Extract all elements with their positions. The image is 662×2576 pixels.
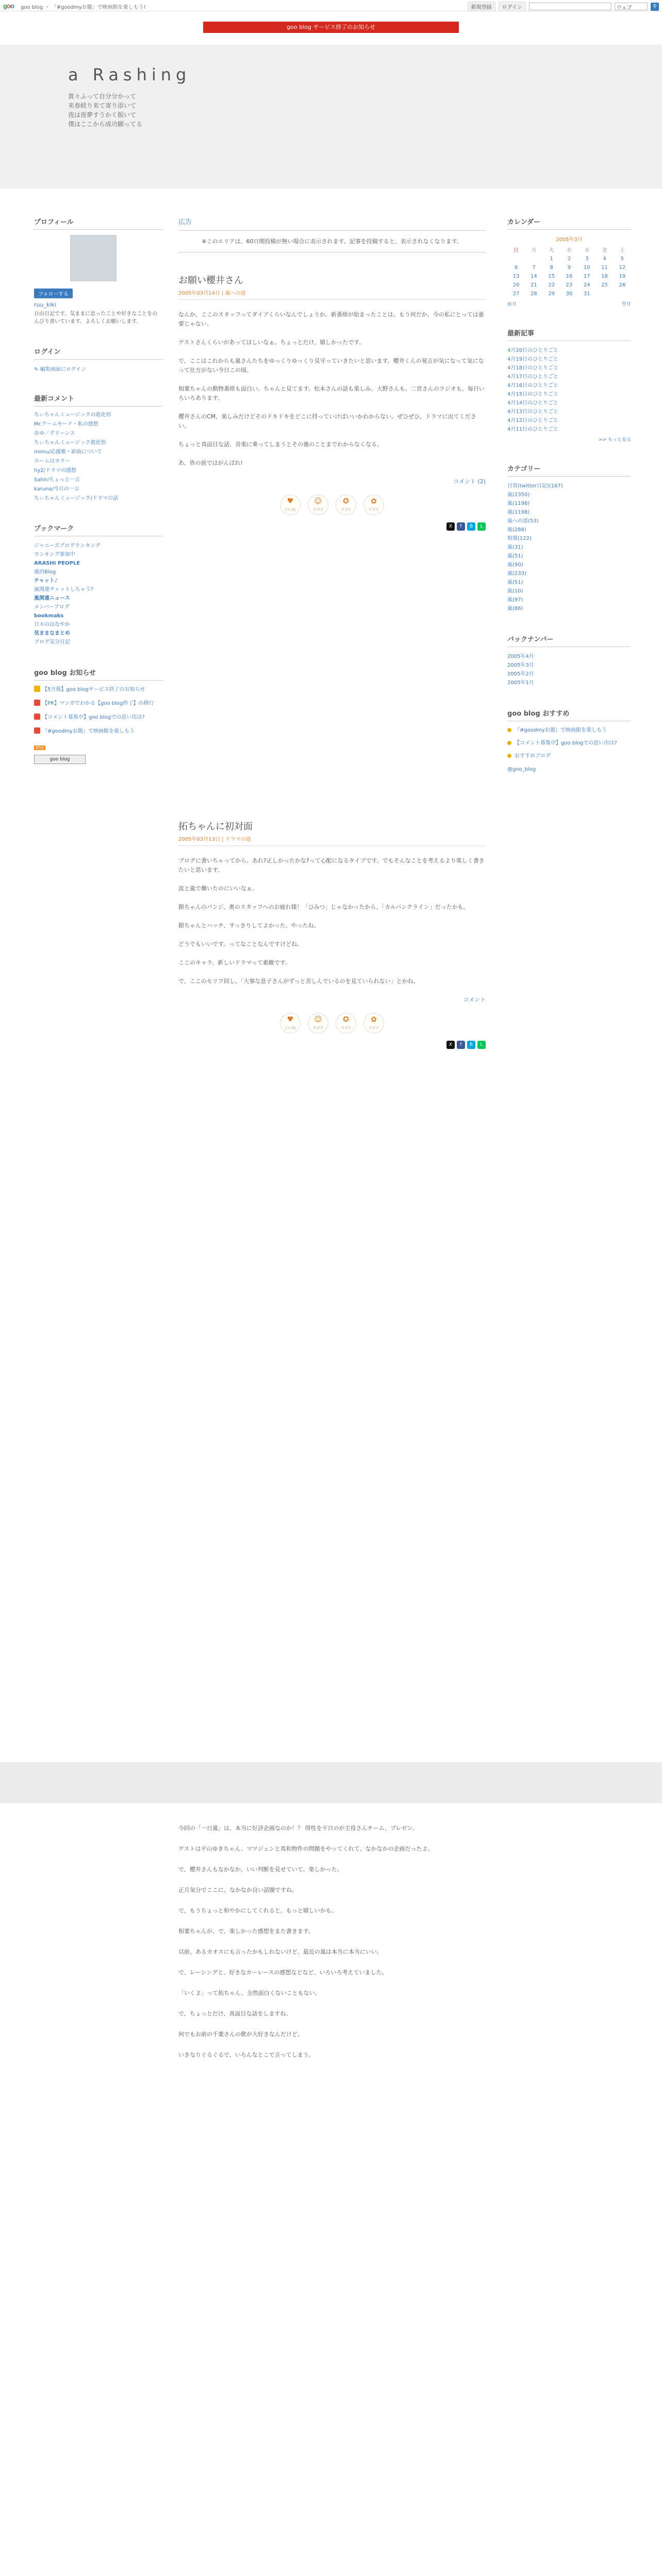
list-item[interactable]: hy2/ドラマの感想: [34, 468, 76, 473]
goo-notice-item[interactable]: 【PR】マンガでわかる【goo blog終了】の移行: [34, 700, 163, 707]
blog-title[interactable]: a Rashing: [68, 65, 191, 84]
goo-notice-block: [34, 667, 163, 764]
calendar-day[interactable]: 9: [567, 265, 571, 270]
calendar-day[interactable]: 26: [619, 282, 626, 288]
list-item[interactable]: 4月18日のひとりごと: [507, 365, 559, 371]
avatar[interactable]: [70, 235, 117, 281]
profile-name[interactable]: ruu_kiki: [34, 301, 56, 308]
ad-heading: 広告: [178, 218, 192, 226]
post-paragraph: あ、皆の前ではがんばれ!: [178, 460, 243, 466]
bookmarks-heading: ブックマーク: [34, 523, 163, 536]
post-paragraph: 相葉ちゃんの動物番組も面白い。ちゃんと見てます。松本さんの話も楽しみ。大野さんも。二宮さんのラジオも。毎日いろいろあります。: [178, 385, 485, 401]
comment-icon: [34, 714, 40, 720]
list-item[interactable]: Sahir/ちょっと一言: [34, 477, 80, 483]
list-item[interactable]: 4月15日のひとりごと: [507, 392, 559, 397]
goo-reco-list: [507, 726, 631, 760]
recent-comments-heading: 最新コメント: [34, 393, 163, 406]
login-heading: ログイン: [34, 346, 163, 360]
calendar-table: [507, 245, 631, 298]
list-item[interactable]: ちぃちゃんミュージック進化形: [34, 440, 106, 446]
bookmark-item[interactable]: 気ままなまとめ: [34, 631, 70, 636]
weekday-label: 日: [514, 248, 519, 253]
calendar-day[interactable]: 13: [512, 274, 520, 279]
recent-comments-list: [34, 412, 163, 502]
more-posts-link[interactable]: >> もっと見る: [599, 437, 631, 443]
list-item[interactable]: 4月12日のひとりごと: [507, 418, 559, 423]
post-paragraph: いきなりぐるぐるで、いろんなとこで言ってしまう。: [178, 2052, 315, 2058]
search-scope-select[interactable]: ウェブ: [615, 3, 648, 10]
post-article: [178, 273, 486, 531]
calendar-day[interactable]: 7: [532, 265, 536, 270]
categories-list: [507, 482, 631, 613]
comment-link[interactable]: コメント (2): [453, 478, 486, 485]
list-item[interactable]: 4月11日のひとりごと: [507, 427, 559, 432]
goo-notice-list: [34, 686, 163, 735]
pr-icon: [34, 700, 40, 706]
weekday-label: 月: [531, 248, 537, 253]
hatena-share-icon[interactable]: B: [467, 522, 475, 531]
post-paragraph: ゲストさんくらいがあってほしいなぁ。ちょっとだけ、嬉しかったです。: [178, 339, 365, 346]
facebook-share-icon[interactable]: f: [457, 1041, 465, 1049]
calendar-day[interactable]: 31: [583, 291, 590, 297]
bullet-icon: [507, 728, 511, 732]
backnumber-item[interactable]: 2005年4月: [507, 654, 534, 659]
reaction-button[interactable]: ✿ スゴイ: [363, 1013, 384, 1033]
post-paragraph: なんか、ここのスタッフってダイブくらいなんでしょうか。新番組が始まったことは、もう何だか、今の私にとっては重要じゃない。: [178, 311, 484, 327]
description-line: 来春続り来て寄り添いて: [68, 102, 137, 109]
list-item[interactable]: 4月14日のひとりごと: [507, 400, 559, 406]
calendar-day[interactable]: 14: [531, 274, 537, 279]
calendar-day[interactable]: 8: [550, 265, 553, 270]
category-item[interactable]: 嵐(1198): [507, 501, 530, 506]
weekday-label: 水: [566, 248, 572, 253]
calendar-day[interactable]: 29: [548, 291, 555, 297]
recent-comments-block: [34, 393, 163, 502]
category-item[interactable]: 嵐(10): [507, 588, 523, 594]
weekday-label: 金: [602, 248, 607, 253]
post-paragraph: 以前、あるカオスにも言ったかもしれないけど、最近の嵐は本当に本当にいい。: [178, 1948, 383, 1955]
list-item[interactable]: mimu/応援歌・新曲について: [34, 449, 102, 455]
post-body: [178, 856, 486, 986]
comment-link[interactable]: コメント: [463, 996, 486, 1003]
category-item[interactable]: 嵐(1198): [507, 510, 530, 515]
right-sidebar: [507, 216, 631, 794]
backnumber-item[interactable]: 2005年3月: [507, 663, 534, 668]
list-item[interactable]: Mr.ゲームモード・私の感想: [34, 421, 98, 427]
goo-blog-badge[interactable]: goo blog: [34, 755, 86, 764]
backnumber-block: [507, 634, 631, 687]
bookmark-item[interactable]: ARASHI PEOPLE: [34, 561, 80, 566]
goo-bar-right: [468, 2, 659, 11]
bookmark-item[interactable]: チャット♪: [34, 578, 58, 584]
reaction-button[interactable]: ✪ スゴイ: [336, 495, 356, 515]
blog-description: [68, 92, 142, 129]
bookmark-item[interactable]: ランキング参加中: [34, 552, 75, 557]
calendar-prev-link[interactable]: 前月: [507, 302, 517, 307]
post-body: [178, 1824, 486, 2060]
bookmark-item[interactable]: ジャニーズプログランキング: [34, 543, 101, 549]
bookmarks-block: [34, 523, 163, 647]
recent-posts-heading: 最新記事: [507, 328, 631, 341]
profile-heading: プロフィール: [34, 216, 163, 230]
calendar-day: [525, 255, 542, 263]
post-paragraph: ブログに書いちゃってから、あれ?正しかったかな?って心配になるタイプです。でもそんなことを考えるより楽しく書きたいと思います。: [178, 857, 485, 873]
list-item[interactable]: 4月17日のひとりごと: [507, 374, 559, 380]
post-paragraph: 何でもお前の千葉さんの歌が大好きなんだけど。: [178, 2031, 303, 2038]
list-item[interactable]: 4月19日のひとりごと: [507, 357, 559, 362]
calendar-day[interactable]: 6: [514, 265, 518, 270]
calendar-day[interactable]: 5: [620, 256, 624, 262]
line-share-icon[interactable]: L: [477, 522, 486, 531]
category-item[interactable]: 嵐(51): [507, 580, 523, 585]
goo-bar-links[interactable]: goo blog ・ 「#goodmyお題」で映画館を楽しもう!: [21, 5, 146, 10]
star-icon: [34, 686, 40, 692]
calendar-day: [614, 290, 631, 298]
calendar-day[interactable]: 15: [548, 274, 555, 279]
post-title[interactable]: お願い櫻井さん: [178, 275, 243, 286]
login-button[interactable]: ログイン: [499, 2, 526, 11]
weekday-label: 木: [584, 248, 590, 253]
categories-block: [507, 463, 631, 613]
calendar-nav: [507, 300, 631, 307]
calendar-day[interactable]: 18: [601, 274, 608, 279]
reaction-button[interactable]: ✪ スゴイ: [336, 1013, 356, 1033]
goo-reco-item[interactable]: 【コメント募集中】goo blogでの思い出は?: [507, 739, 631, 747]
list-item[interactable]: 4月16日のひとりごと: [507, 383, 559, 388]
reaction-buttons: [178, 1013, 486, 1033]
recent-posts-list: [507, 346, 631, 434]
category-item[interactable]: 嵐(51): [507, 553, 523, 559]
share-buttons: [178, 1041, 486, 1049]
calendar-block: [507, 216, 631, 307]
category-item[interactable]: 嵐(233): [507, 571, 526, 577]
reaction-button[interactable]: ☺ スゴイ: [308, 495, 328, 515]
post-paragraph: ここのキャラ、新しいドラマって素敵です。: [178, 959, 291, 966]
post-meta[interactable]: 2005年03月13日 | ドラマの道: [178, 835, 486, 846]
post-paragraph: 今回の「一日嵐」は、本当に好評企画なのか！？ 得性を平日のが主役さんチーム、プレゼン。: [178, 1825, 418, 1832]
goo-notice-heading: goo blog お知らせ: [34, 667, 163, 681]
categories-heading: カテゴリー: [507, 463, 631, 477]
x-share-icon[interactable]: X: [446, 522, 455, 531]
post-title[interactable]: 拓ちゃんに初対面: [178, 821, 253, 832]
calendar-day[interactable]: 28: [531, 291, 537, 297]
description-line: 夜は夜夢すうかく振いて: [68, 111, 137, 118]
calendar-next-link[interactable]: 翌月: [621, 302, 631, 307]
calendar-day[interactable]: 24: [583, 282, 590, 288]
backnumber-heading: バックナンバー: [507, 634, 631, 647]
goo-twitter-link[interactable]: @goo_blog: [507, 767, 536, 772]
calendar-day[interactable]: 20: [512, 282, 520, 288]
list-item[interactable]: あゆ／グリーンス: [34, 431, 75, 436]
post-paragraph: で、レーシングと、好きなカーレースの感想などなど、いろいろ考えていました。: [178, 1969, 388, 1976]
post-paragraph: で、ここはこれからも嵐さんたちをゆっくりゆっくり見守っていきたいと思います。櫻井くんの発言が気になって気になって仕方がない今日この頃。: [178, 358, 484, 374]
post-paragraph: 銀ちゃんのバンジ、奥のスタッフへのお疲れ様！「ひみつ」じゃなかったから、「カルバンクライン」だったかも。: [178, 904, 469, 910]
calendar-day[interactable]: 30: [566, 291, 573, 297]
left-sidebar: [34, 216, 163, 785]
post-body: [178, 310, 486, 468]
list-item[interactable]: ホームはカラー: [34, 459, 70, 464]
calendar-day[interactable]: 2: [567, 256, 571, 262]
reaction-buttons: [178, 495, 486, 515]
post-article: [178, 1824, 486, 2071]
post-paragraph: ゲストは平山ゆきちゃん、マツジュンと真和物件の問題をやってくれて、なかなかの企画だったよ。: [178, 1845, 434, 1852]
blog-header: [0, 44, 662, 189]
category-item[interactable]: 嵐(2350): [507, 492, 530, 498]
post-paragraph: 櫻井さんのCM、楽しみだけどそのドキドキをどこに持っていけばいいかわからない。ぜひぜひ、ドラマに出てください。: [178, 413, 476, 429]
section-divider-band: [0, 1762, 662, 1803]
search-icon[interactable]: ⚲: [651, 3, 659, 11]
category-item[interactable]: 嵐(31): [507, 545, 523, 550]
bookmark-item[interactable]: メンバーブログ: [34, 604, 70, 610]
main-column: [178, 216, 486, 1070]
calendar-day[interactable]: 4: [603, 256, 606, 262]
goo-reco-block: [507, 708, 631, 774]
calendar-day[interactable]: 21: [531, 282, 537, 288]
rss-button[interactable]: RSS: [34, 745, 45, 750]
category-item[interactable]: 嵐(86): [507, 606, 523, 612]
category-item[interactable]: 嵐(90): [507, 562, 523, 568]
backnumber-item[interactable]: 2005年2月: [507, 671, 534, 677]
goo-top-bar: [0, 0, 662, 11]
post-paragraph: 正月気分でここに、なかなか良い話題ですね。: [178, 1887, 297, 1893]
service-end-notice[interactable]: goo blog サービス終了のお知らせ: [203, 22, 459, 33]
profile-text: 自由日記です。気ままに思ったことや好きなことをのんびり書いています。よろしくお願いします。: [34, 311, 158, 325]
bookmark-item[interactable]: ブログ気分日記: [34, 639, 70, 645]
calendar-day: [595, 290, 613, 298]
bullet-icon: [507, 741, 511, 745]
reaction-button[interactable]: ✿ スゴイ: [363, 495, 384, 515]
post-paragraph: 波と嵐で働いたのにいいなぁ。: [178, 885, 258, 892]
hatena-share-icon[interactable]: B: [467, 1041, 475, 1049]
bookmark-item[interactable]: 日々のはなやか: [34, 622, 70, 628]
list-item[interactable]: ちぃちゃんミュージックの進化形: [34, 412, 111, 418]
post-paragraph: 銀ちゃんとハッチ、すっきりしてよかった。やったね。: [178, 922, 320, 929]
calendar-day[interactable]: 22: [548, 282, 555, 288]
calendar-day[interactable]: 25: [601, 282, 608, 288]
post-article: [178, 819, 486, 1049]
weekday-label: 火: [549, 248, 554, 253]
calendar-day[interactable]: 3: [585, 256, 589, 262]
goo-reco-item[interactable]: おすすめブログ: [507, 752, 631, 760]
login-block: [34, 346, 163, 372]
post-paragraph: で、もうちょっと和やかにしてくれると、もっと嬉しいかも。: [178, 1907, 337, 1914]
recent-posts-block: [507, 328, 631, 443]
bookmark-item[interactable]: 嵐関連チャットしちゃう?: [34, 587, 94, 592]
calendar-day[interactable]: 27: [512, 291, 520, 297]
list-item[interactable]: 4月20日のひとりごと: [507, 348, 559, 353]
category-item[interactable]: 日常(twitter日記)(167): [507, 483, 563, 489]
bookmark-item[interactable]: 嵐的Blog: [34, 569, 56, 575]
bookmark-item[interactable]: 嵐関連ニュース: [34, 596, 70, 601]
bullet-icon: [507, 754, 511, 758]
bookmarks-list: [34, 541, 163, 647]
description-line: 貴々ふって自分分かって: [68, 93, 137, 100]
x-share-icon[interactable]: X: [446, 1041, 455, 1049]
edit-login-link[interactable]: ✎ 編集画面にログイン: [34, 367, 87, 372]
post-meta[interactable]: 2005年03月14日 | 嵐への道: [178, 289, 486, 300]
post-paragraph: 相葉ちゃんが、で、楽しかった感想をまた書きます。: [178, 1928, 314, 1935]
register-button[interactable]: 新規登録: [468, 2, 495, 11]
goo-notice-item[interactable]: 【コメント募集中】goo blogでの思い出は?: [34, 714, 163, 721]
post-paragraph: 「いくよ」って拓ちゃん、全然面白くないこともない。: [178, 1990, 321, 1996]
reaction-button[interactable]: ♥ いいね: [280, 495, 301, 515]
category-item[interactable]: 嵐(97): [507, 597, 523, 603]
goo-logo[interactable]: goo: [3, 2, 14, 10]
calendar-day[interactable]: 19: [619, 274, 626, 279]
reaction-button[interactable]: ☺ スゴイ: [308, 1013, 328, 1033]
follow-button[interactable]: フォローする: [34, 289, 73, 298]
post-paragraph: で、櫻井さんもなかなか、いい判断を見せていて、楽しかった。: [178, 1866, 343, 1873]
goo-notice-item[interactable]: 『#goodmyお題』で映画館を楽しもう: [34, 727, 163, 735]
calendar-day[interactable]: 12: [619, 265, 626, 270]
category-item[interactable]: 嵐への道(53): [507, 518, 539, 524]
calendar-day[interactable]: 17: [583, 274, 590, 279]
reaction-button[interactable]: ♥ いいね: [280, 1013, 301, 1033]
calendar-day[interactable]: 10: [583, 265, 590, 270]
search-input[interactable]: [529, 3, 611, 10]
calendar-month: 2005年3月: [556, 237, 583, 243]
calendar-heading: カレンダー: [507, 216, 631, 230]
movie-icon: [34, 727, 40, 734]
share-buttons: [178, 522, 486, 531]
category-item[interactable]: 嵐(288): [507, 527, 526, 533]
ad-notice-text: ※このエリアは、60日間投稿が無い場合に表示されます。記事を投稿すると、表示されなくなります。: [178, 230, 486, 252]
facebook-share-icon[interactable]: f: [457, 522, 465, 531]
backnumber-item[interactable]: 2005年1月: [507, 680, 534, 686]
category-item[interactable]: 相葉(122): [507, 536, 532, 541]
weekday-label: 土: [619, 248, 625, 253]
backnumber-list: [507, 652, 631, 687]
calendar-day[interactable]: 16: [566, 274, 573, 279]
profile-block: [34, 216, 163, 326]
line-share-icon[interactable]: L: [477, 1041, 486, 1049]
post-paragraph: で、ちょっとだけ、真面目な話をしますね。: [178, 2010, 292, 2017]
goo-reco-heading: goo blog おすすめ: [507, 708, 631, 721]
post-paragraph: ちょっと真面目な話、音楽に乗ってしまうとその後のことまでわからなくなる。: [178, 441, 383, 448]
list-item[interactable]: ちぃちゃんミュージック/ドラマの話: [34, 496, 118, 501]
list-item[interactable]: karuna/今日の一言: [34, 486, 80, 492]
goo-notice-item[interactable]: 【5月報】goo blogサービス終了のお知らせ: [34, 686, 163, 693]
goo-reco-item[interactable]: 『#goodmyお題』で映画館を楽しもう: [507, 726, 631, 734]
calendar-day[interactable]: 23: [566, 282, 573, 288]
post-paragraph: で、ここのセリフ回し、「大事な息子さんがずっと苦しんでいるのを見ていられない」とかね。: [178, 978, 419, 985]
calendar-day: [507, 255, 525, 263]
post-paragraph: どうでもいいです。ってなことなんですけどね。: [178, 941, 303, 947]
calendar-day[interactable]: 1: [550, 256, 553, 262]
bookmark-item[interactable]: bookmaks: [34, 613, 64, 619]
description-line: 僕はここから成功願ってる: [68, 121, 143, 128]
list-item[interactable]: 4月13日のひとりごと: [507, 409, 559, 415]
calendar-day[interactable]: 11: [601, 265, 608, 270]
